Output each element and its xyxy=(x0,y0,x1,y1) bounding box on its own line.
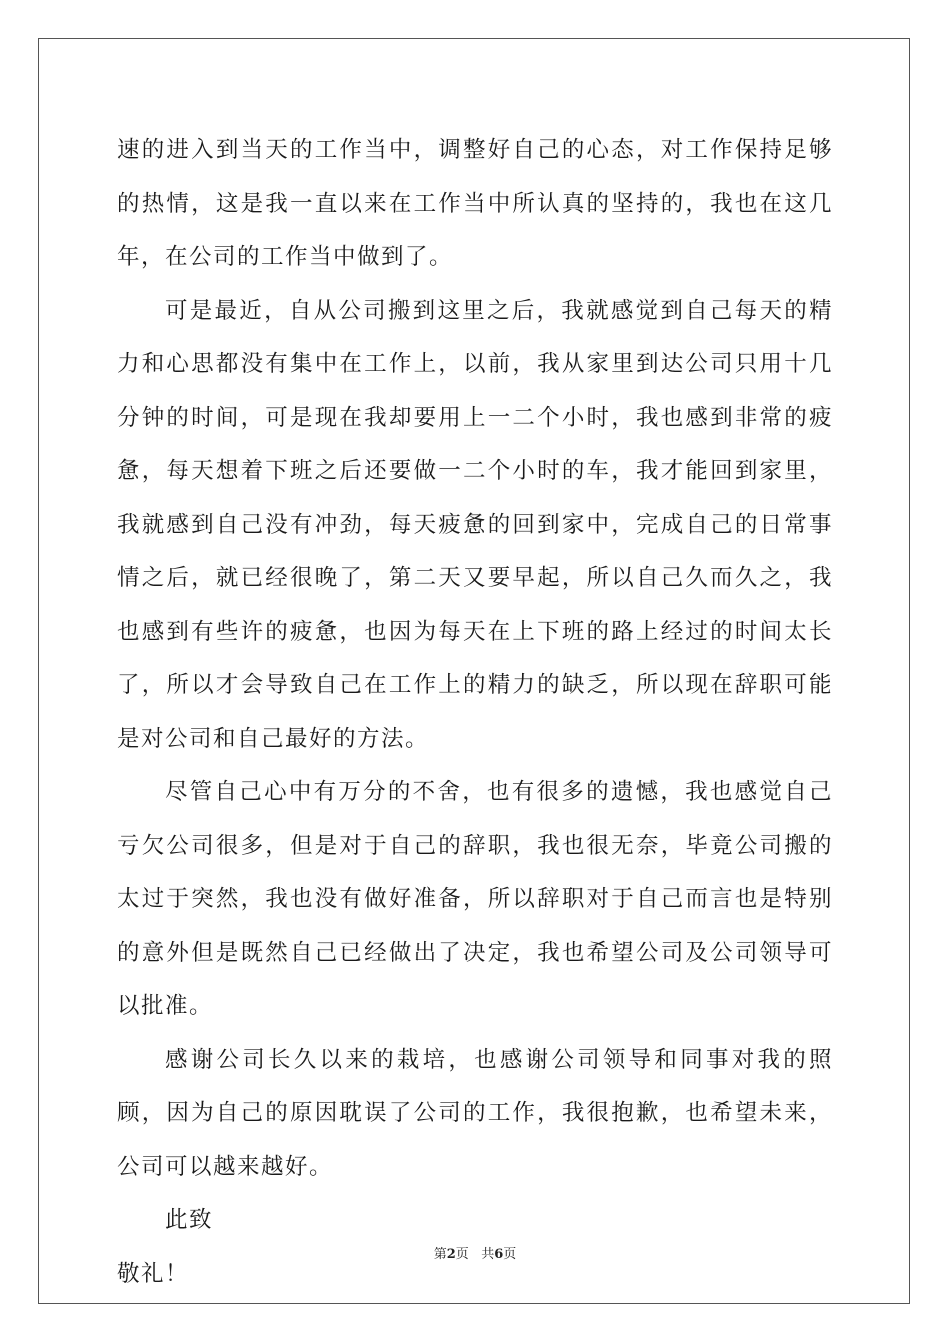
closing-phrase: 此致 xyxy=(165,1207,214,1233)
page-suffix: 页 xyxy=(455,1247,469,1262)
page-prefix: 第 xyxy=(433,1247,447,1262)
paragraph-continuation: 速的进入到当天的工作当中，调整好自己的心态，对工作保持足够的热情，这是我一直以来在工作当中所认真的坚持的，我也在这几年，在公司的工作当中做到了。 xyxy=(117,137,833,270)
total-prefix: 共 xyxy=(481,1247,495,1262)
document-body xyxy=(117,124,833,1301)
page-footer xyxy=(0,1246,950,1264)
total-suffix: 页 xyxy=(503,1247,517,1262)
total-pages: 6 xyxy=(494,1247,504,1262)
salutation: 敬礼！ xyxy=(117,1260,190,1287)
paragraph-thanks: 感谢公司长久以来的栽培，也感谢公司领导和同事对我的照顾，因为自己的原因耽误了公司的工作，我很抱歉，也希望未来，公司可以越来越好。 xyxy=(117,1046,833,1180)
paragraph-regret: 尽管自己心中有万分的不舍，也有很多的遗憾，我也感觉自己亏欠公司很多，但是对于自己的辞职，我也很无奈，毕竟公司搬的太过于突然，我也没有做好准备，所以辞职对于自己而言也是特别的意外但是既然自己已经做出了决定，我也希望公司及公司领导可以批准。 xyxy=(117,779,833,1019)
paragraph-commute: 可是最近，自从公司搬到这里之后，我就感觉到自己每天的精力和心思都没有集中在工作上，以前，我从家里到达公司只用十几分钟的时间，可是现在我却要用上一二个小时，我也感到非常的疲惫，每天想着下班之后还要做一二个小时的车，我才能回到家里，我就感到自己没有冲劲，每天疲惫的回到家中，完成自己的日常事情之后，就已经很晚了，第二天又要早起，所以自己久而久之，我也感到有些许的疲惫，也因为每天在上下班的路上经过的时间太长了，所以才会导致自己在工作上的精力的缺乏，所以现在辞职可能是对公司和自己最好的方法。 xyxy=(117,297,833,752)
page-number: 2 xyxy=(446,1247,456,1262)
